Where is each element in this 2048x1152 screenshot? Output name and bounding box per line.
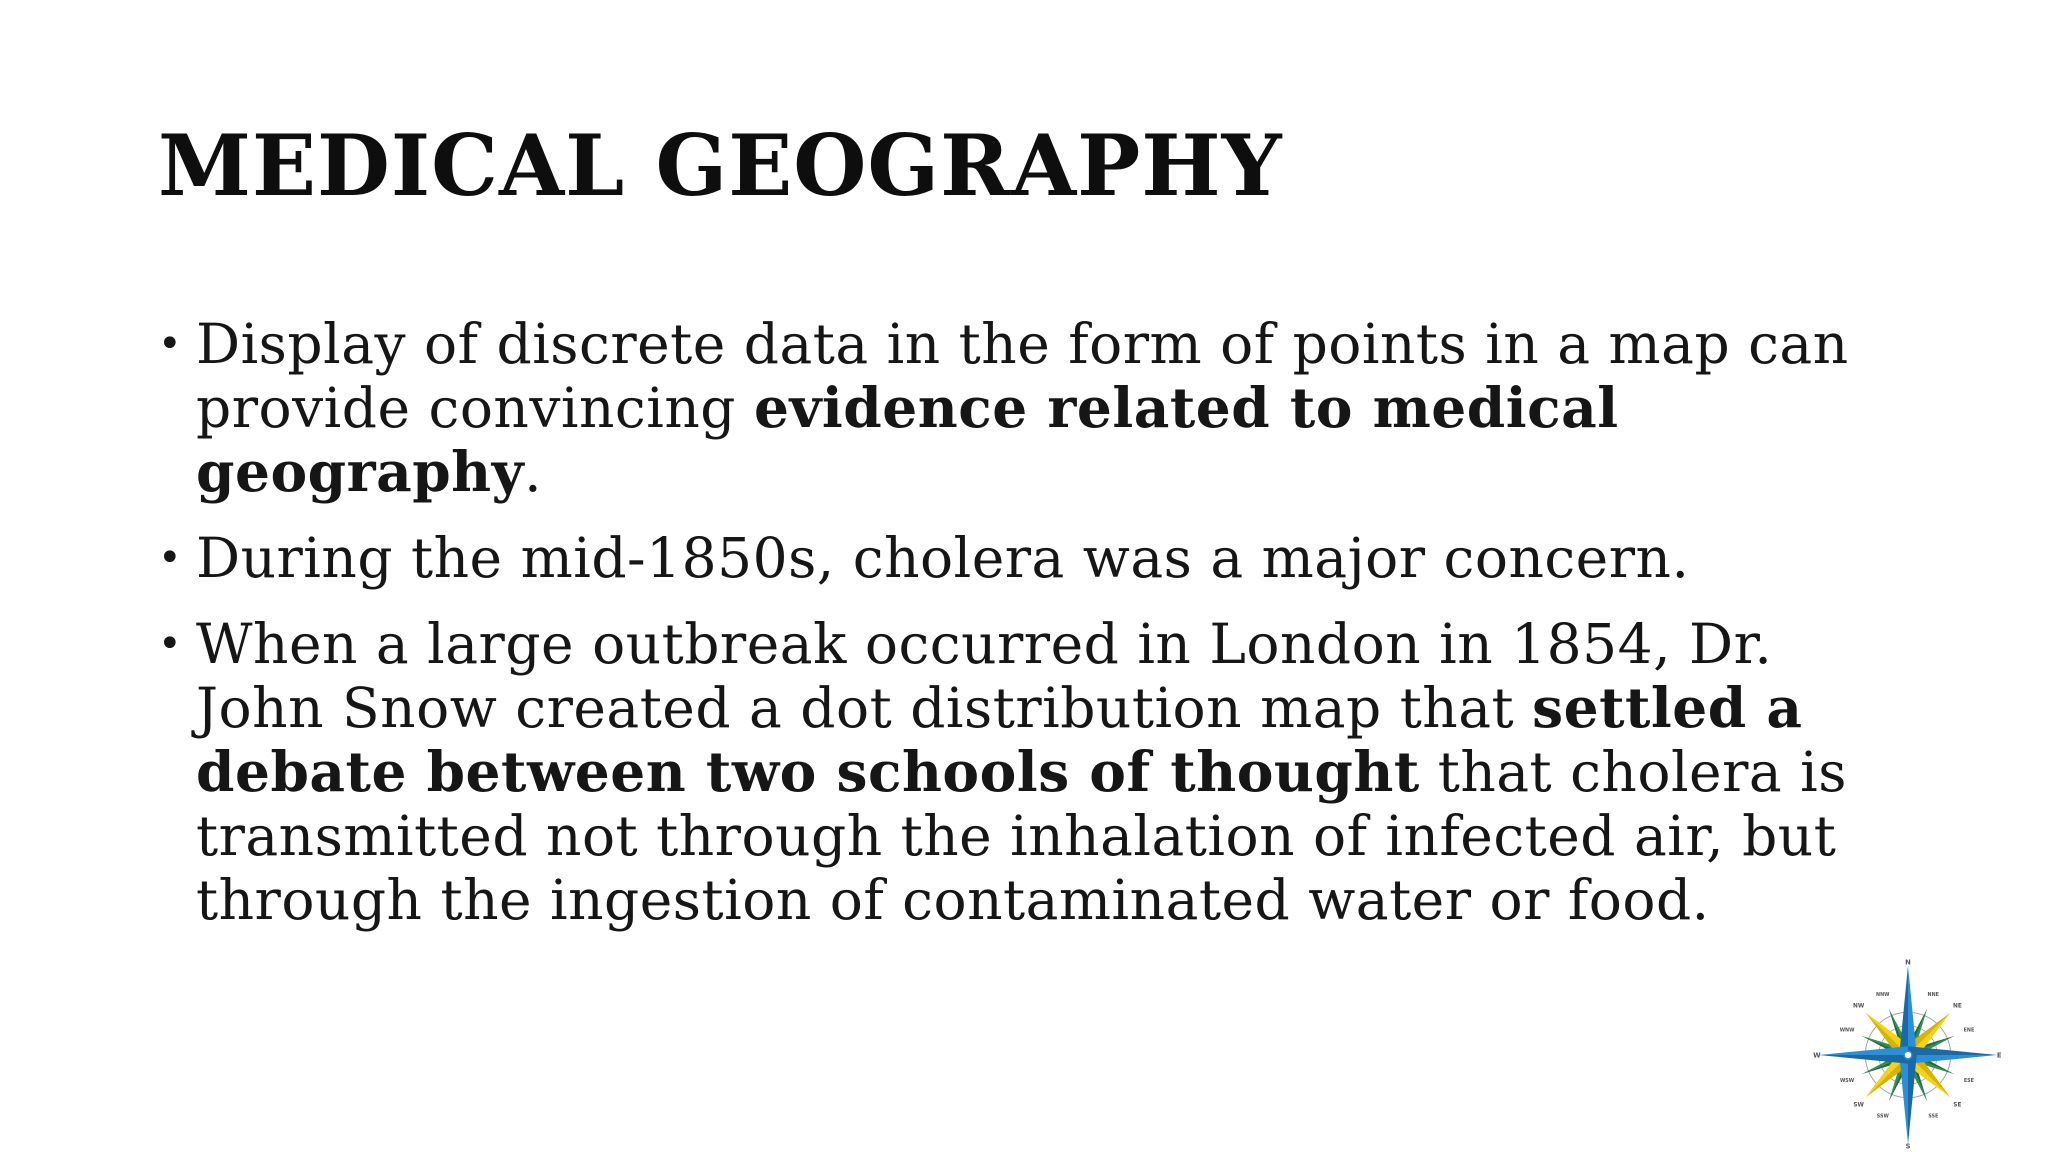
bullet-emphasis: settled a debate between two schools of thought	[196, 675, 1803, 804]
bullet-text: that cholera is transmitted not through the inhalation of infected air, but through the ingestion of contaminated water or food.	[196, 740, 1847, 932]
slide-title: MEDICAL GEOGRAPHY	[158, 116, 1283, 215]
compass-center	[1904, 1051, 1912, 1059]
compass-label-secondary: NNW	[1876, 991, 1890, 998]
bullet-text: .	[524, 440, 543, 504]
compass-label-secondary: WNW	[1839, 1027, 1855, 1034]
compass-label-n: N	[1905, 958, 1911, 967]
compass-label-secondary: WSW	[1839, 1077, 1855, 1084]
compass-rose-icon	[1810, 958, 2006, 1152]
compass-label-secondary: ENE	[1963, 1027, 1975, 1034]
compass-label-secondary: ESE	[1963, 1077, 1974, 1084]
compass-label-w: W	[1813, 1051, 1821, 1060]
bullet-symbol: •	[158, 621, 183, 667]
compass-label-s: S	[1905, 1142, 1911, 1151]
bullet-text: When a large outbreak occurred in London in 1854, Dr. John Snow created a dot distribution map that	[196, 612, 1773, 740]
compass-label-ne: NE	[1952, 1003, 1962, 1010]
compass-label-secondary: SSW	[1876, 1113, 1889, 1120]
compass-rays	[1819, 966, 1997, 1144]
compass-label-sw: SW	[1853, 1102, 1864, 1109]
bullet-text: During the mid-1850s, cholera was a major concern.	[196, 526, 1690, 590]
compass-label-nw: NW	[1852, 1003, 1865, 1010]
compass-label-secondary: NNE	[1927, 991, 1939, 998]
compass-label-se: SE	[1953, 1102, 1962, 1109]
bullet-item	[158, 526, 1918, 590]
bullet-emphasis: evidence related to medical geography	[196, 375, 1619, 504]
bullet-item	[158, 312, 1918, 504]
bullet-symbol: •	[158, 535, 183, 581]
bullet-text: Display of discrete data in the form of points in a map can provide convincing	[196, 312, 1849, 440]
compass-label-secondary: SSE	[1928, 1113, 1939, 1120]
bullet-list	[158, 312, 1918, 954]
compass-label-e: E	[1996, 1051, 2002, 1060]
bullet-symbol: •	[158, 321, 183, 367]
bullet-item	[158, 612, 1918, 932]
